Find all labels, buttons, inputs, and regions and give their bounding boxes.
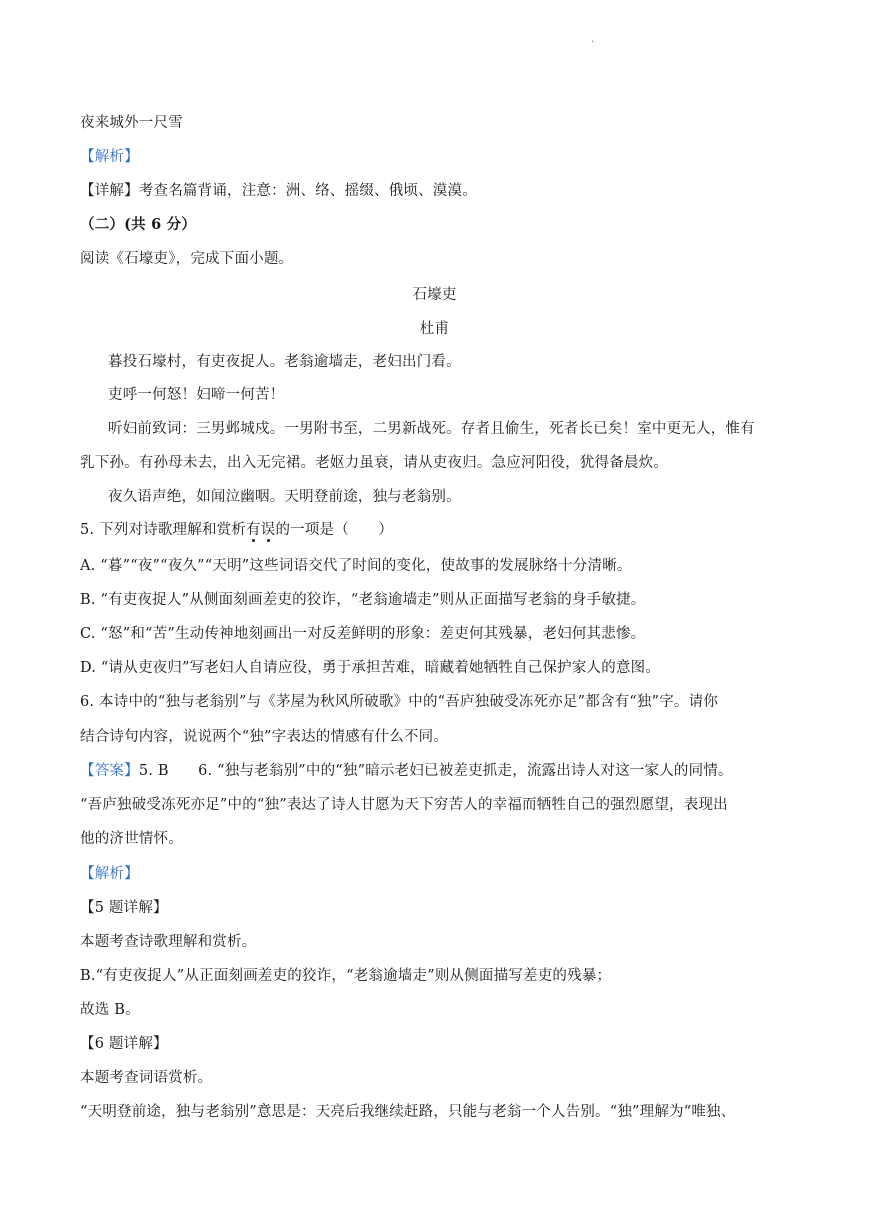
detail-text: 故选 B。 xyxy=(80,1002,140,1018)
answer-cont: 他的济世情怀。 xyxy=(80,831,183,847)
analysis-label: 【解析】 xyxy=(80,149,139,165)
detail-explanation: 【详解】考查名篇背诵，注意：洲、络、摇缀、俄顷、漠漠。 xyxy=(80,183,477,199)
emphasis-char: 误 xyxy=(260,522,276,538)
question-6-cont: 结合诗句内容，说说两个“独”字表达的情感有什么不同。 xyxy=(80,729,449,745)
question-6: 6. 本诗中的“独与老翁别”与《茅屋为秋风所破歌》中的“吾庐独破受冻死亦足”都含有“独”字。请你 xyxy=(80,694,719,710)
answer-text: 5. B 6. “独与老翁别”中的“独”暗示老妇已被差吏抓走，流露出诗人对这一家人的同情。 xyxy=(138,763,733,779)
question-5-text: 5. 下列对诗歌理解和赏析 xyxy=(80,522,247,538)
question-5 xyxy=(80,520,795,540)
detail-heading-6: 【6 题详解】 xyxy=(80,1036,168,1052)
poem-stanza: 听妇前致词：三男邺城戍。一男附书至，二男新战死。存者且偷生，死者长已矣！室中更无人，惟有 xyxy=(108,421,755,437)
option-c: C. “怒”和“苦”生动传神地刻画出一对反差鲜明的形象：差吏何其残暴，老妇何其悲惨。 xyxy=(80,626,646,642)
option-b: B. “有吏夜捉人”从侧面刻画差吏的狡诈，“老翁逾墙走”则从正面描写老翁的身手敏捷。 xyxy=(80,592,646,608)
option-a: A. “暮”“夜”“夜久”“天明”这些词语交代了时间的变化，使故事的发展脉络十分清晰。 xyxy=(80,558,632,574)
detail-text: “天明登前途，独与老翁别”意思是：天亮后我继续赶路，只能与老翁一个人告别。“独”理解为“唯独、 xyxy=(80,1104,736,1120)
poem-author: 杜甫 xyxy=(419,321,450,337)
header-mark: . xyxy=(591,34,595,45)
detail-text: 本题考查词语赏析。 xyxy=(80,1070,213,1086)
answer-label: 【答案】 xyxy=(80,763,139,779)
poem-stanza-cont: 乳下孙。有孙母未去，出入无完裙。老妪力虽衰，请从吏夜归。急应河阳役，犹得备晨炊。 xyxy=(80,455,668,471)
answer-line: 夜来城外一尺雪 xyxy=(80,115,183,131)
emphasis-char: 有 xyxy=(246,522,261,538)
answer-line xyxy=(80,761,795,781)
reading-instruction: 阅读《石壕吏》，完成下面小题。 xyxy=(80,251,294,267)
answer-cont: “吾庐独破受冻死亦足”中的“独”表达了诗人甘愿为天下穷苦人的幸福而牺牲自己的强烈愿望，表现出 xyxy=(80,797,728,813)
section-heading: （二）(共 6 分） xyxy=(80,216,197,233)
detail-text: B.“有吏夜捉人”从正面刻画差吏的狡诈，“老翁逾墙走”则从侧面描写差吏的残暴； xyxy=(80,968,612,984)
question-5-tail: 的一项是（ ） xyxy=(275,522,394,538)
poem-title: 石壕吏 xyxy=(412,287,457,303)
analysis-label: 【解析】 xyxy=(80,866,139,882)
detail-text: 本题考查诗歌理解和赏析。 xyxy=(80,934,257,950)
option-d: D. “请从吏夜归”写老妇人自请应役，勇于承担苦难，暗藏着她牺牲自己保护家人的意图。 xyxy=(80,660,661,676)
poem-stanza: 暮投石壕村，有吏夜捉人。老翁逾墙走，老妇出门看。 xyxy=(108,354,461,370)
poem-stanza: 吏呼一何怒！妇啼一何苦！ xyxy=(108,387,285,403)
poem-stanza: 夜久语声绝，如闻泣幽咽。天明登前途，独与老翁别。 xyxy=(108,489,461,505)
detail-heading-5: 【5 题详解】 xyxy=(80,900,168,916)
